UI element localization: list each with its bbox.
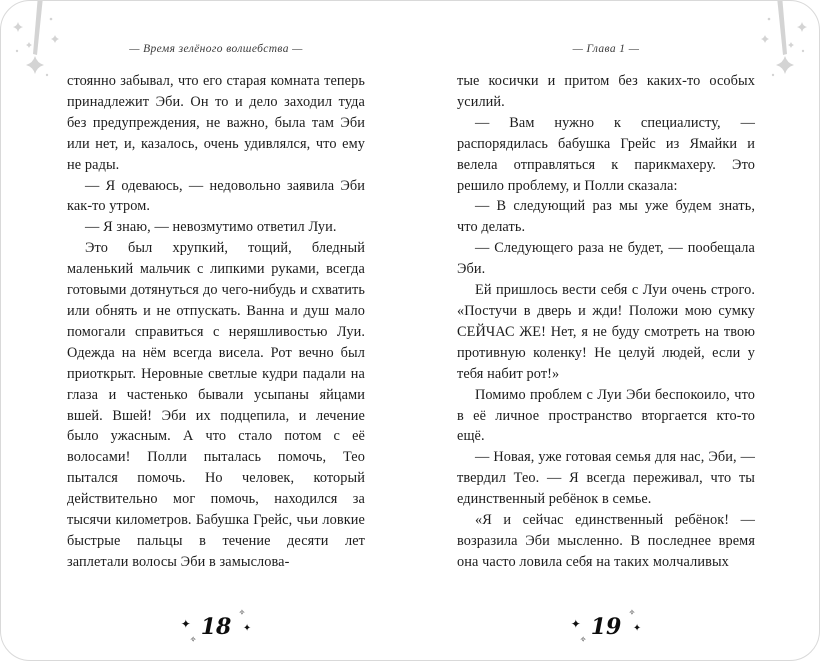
page-number-ornament xyxy=(570,608,642,644)
paragraph: — Следующего раза не будет, — пообещала Эби. xyxy=(457,240,755,278)
paragraph: — Вам нужно к специалисту, — распорядилась бабушка Грейс из Ямайки и велела отправляться к парикмахеру. Это решило проблему, и Полли сказала: xyxy=(457,114,755,194)
paragraph: Ей пришлось вести себя с Луи очень строго. «Постучи в дверь и жди! Положи мою сумку СЕЙЧАС ЖЕ! Нет, я не буду смотреть на твою противную коленку! Не целуй людей, если у тебя набит рот!» xyxy=(457,282,755,382)
sparkle-icon: ✧ xyxy=(238,608,246,617)
running-title-right: — Глава 1 — xyxy=(572,43,640,55)
page-body-left xyxy=(67,71,365,573)
paragraph: — Новая, уже готовая семья для нас, Эби, — твердил Тео. — Я всегда переживал, что ты единственный ребёнок в семье. xyxy=(457,449,755,508)
running-title-left: — Время зелёного волшебства — xyxy=(129,43,303,55)
paragraph: — Я одеваюсь, — недовольно заявила Эби как-то утром. xyxy=(67,177,365,215)
sparkle-icon: ✧ xyxy=(579,635,587,644)
star-icon: ✦ xyxy=(242,623,252,634)
paragraph: тые косички и притом без каких-то особых усилий. xyxy=(457,73,755,110)
page-number-ornament xyxy=(180,608,252,644)
paragraph: — Я знаю, — невозмутимо ответил Луи. xyxy=(85,219,337,236)
sparkle-icon: ✧ xyxy=(189,635,197,644)
star-icon: ✦ xyxy=(180,617,191,631)
star-icon: ✦ xyxy=(570,617,581,631)
page-right xyxy=(457,43,755,573)
paragraph: стоянно забывал, что его старая комната теперь принадлежит Эби. Он то и дело заходил туда без предупреждения, не важно, была там Эби или нет, и, казалось, очень удивлялся, что ему не рады. xyxy=(67,73,365,173)
paragraph: Помимо проблем с Луи Эби беспокоило, что в её личное пространство вторгается кто-то ещё. xyxy=(457,386,755,445)
star-icon: ✦ xyxy=(632,623,642,634)
paragraph: — В следующий раз мы уже будем знать, что делать. xyxy=(457,198,755,236)
page-left xyxy=(67,43,365,573)
page-number-value: 19 xyxy=(590,614,622,640)
paragraph: Это был хрупкий, тощий, бледный маленький мальчик с липкими руками, всегда готовыми дотянуться до чего-нибудь и схватить или обнять и не отпускать. Ванна и душ мало помогали справиться с неряшливостью Луи. Одежда на нём всегда висела. Рот вечно был приоткрыт. Неровные светлые кудри падали на глаза и частенько бывали усыпаны яйцами вшей. Вшей! Эби их подцепила, и лечение было ужасным. А что стало потом с её волосами! Полли пыталась помочь, Тео пытался помочь. Но человек, который действительно мог помочь, находился за тысячи километров. Бабушка Грейс, чьи ловкие быстрые пальцы в течение десяти лет заплетали волосы Эби в замыслова- xyxy=(67,240,365,570)
sparkle-icon: ✧ xyxy=(628,608,636,617)
page-number-value: 18 xyxy=(200,614,232,640)
page-number-right xyxy=(457,608,755,644)
page-number-left xyxy=(67,608,365,644)
page-body-right xyxy=(457,71,755,573)
paragraph: «Я и сейчас единственный ребёнок! — возразила Эби мысленно. В последнее время она часто ловила себя на таких молчаливых xyxy=(457,512,755,570)
